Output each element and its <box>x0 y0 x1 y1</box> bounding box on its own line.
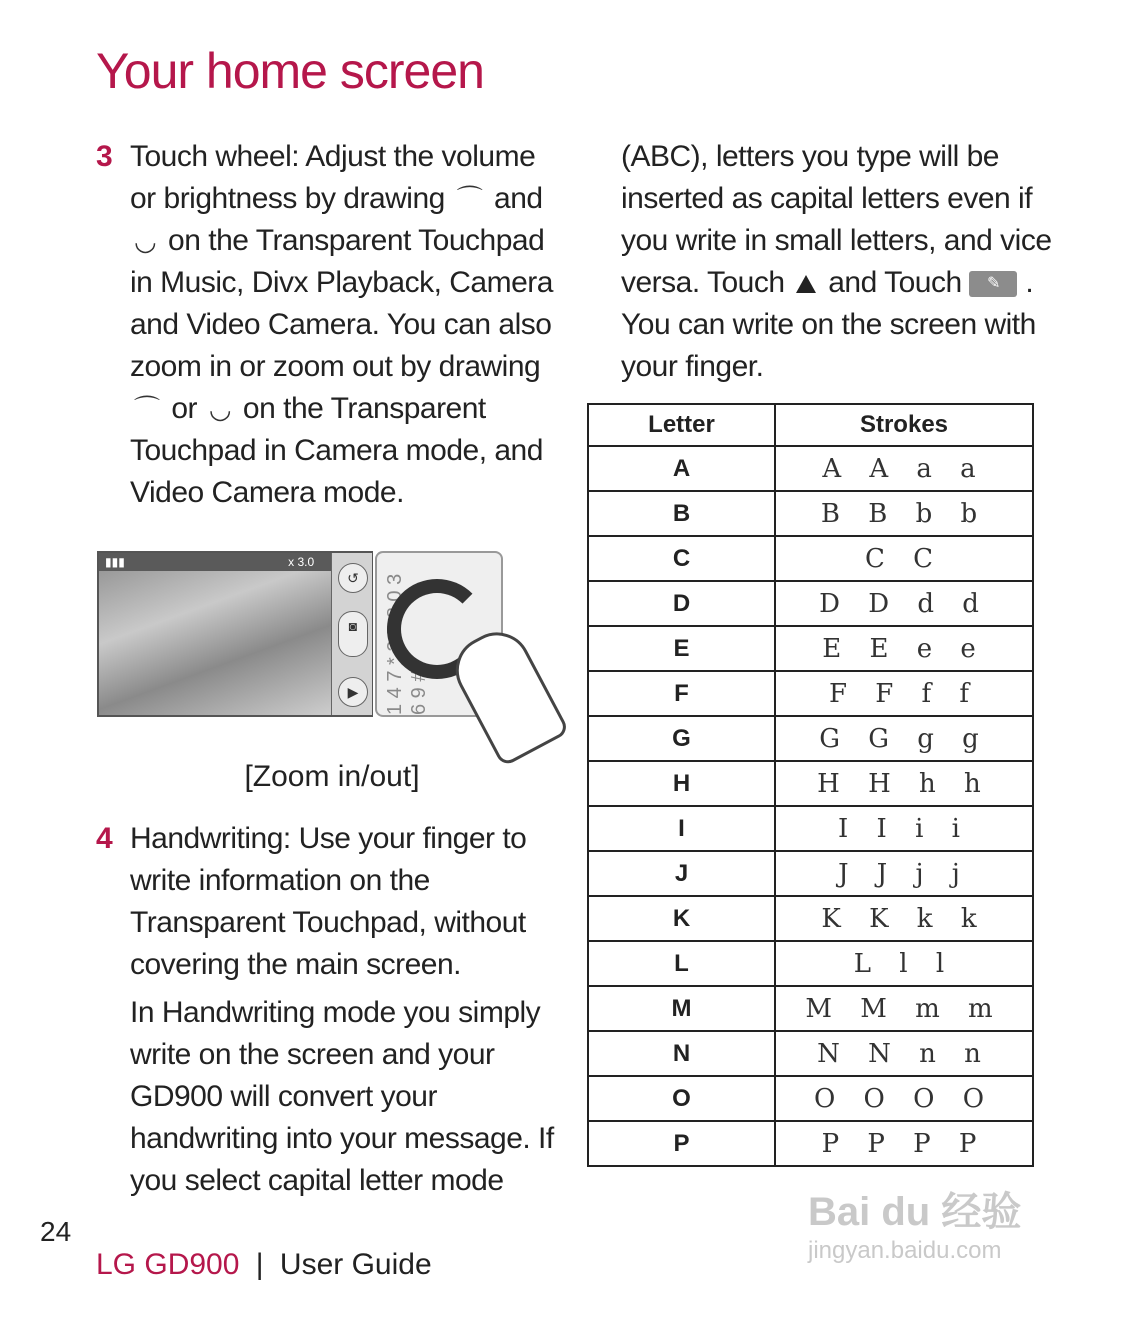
footer-guide: User Guide <box>279 1248 432 1281</box>
battery-icon: ▮▮▮ <box>105 555 125 569</box>
item-4 <box>96 818 566 1202</box>
table-row <box>588 716 1033 761</box>
watermark-url: jingyan.baidu.com <box>808 1237 1002 1264</box>
item3-text-3: on the Transparent Touchpad in Music, Divx Playback, Camera and Video Camera. You can also zoom in or zoom out by drawing <box>130 224 553 383</box>
item-number: 4 <box>96 822 113 855</box>
strokes-cell: P P P P <box>775 1121 1033 1166</box>
right-text-1: (ABC), letters you type will be inserted as capital letters even if you write in small letters, and vice versa. Touch <box>621 140 1052 299</box>
table-header-row <box>588 404 1033 446</box>
letter-cell: K <box>588 896 775 941</box>
table-row <box>588 806 1033 851</box>
letter-cell: O <box>588 1076 775 1121</box>
strokes-cell: D D d d <box>775 581 1033 626</box>
strokes-cell: E E e e <box>775 626 1033 671</box>
clockwise-arc-icon: ◡ <box>208 394 232 424</box>
page-title: Your home screen <box>96 43 484 99</box>
up-triangle-icon <box>796 275 816 293</box>
strokes-cell: L l l <box>775 941 1033 986</box>
letter-cell: M <box>588 986 775 1031</box>
right-text-3: . You can write on the screen with your finger. <box>621 266 1036 383</box>
table-row <box>588 1031 1033 1076</box>
column-header-letter: Letter <box>588 404 775 446</box>
letter-cell: E <box>588 626 775 671</box>
figure-caption: [Zoom in/out] <box>244 760 420 793</box>
play-icon: ▶ <box>338 677 368 707</box>
strokes-cell: A A a a <box>775 446 1033 491</box>
counterclockwise-arc-icon: ⌒ <box>134 394 160 424</box>
baidu-watermark <box>808 1180 1068 1280</box>
right-text-2: and Touch <box>828 266 962 299</box>
item-number: 3 <box>96 140 113 173</box>
clockwise-arc-icon: ◡ <box>134 226 157 256</box>
right-column-text <box>621 136 1061 388</box>
keypad-icon: 1 4 7 * 2 5 8 0 3 6 9 # <box>384 573 430 715</box>
strokes-cell: N N n n <box>775 1031 1033 1076</box>
strokes-cell: H H h h <box>775 761 1033 806</box>
table-row <box>588 491 1033 536</box>
strokes-cell: G G g g <box>775 716 1033 761</box>
item3-text-5: on the Transparent Touchpad in Camera mode, and Video Camera mode. <box>130 392 543 509</box>
zoom-level: x 3.0 <box>288 555 315 569</box>
camera-screen <box>97 551 373 717</box>
counterclockwise-arc-icon: ⌒ <box>456 184 483 214</box>
table-row <box>588 851 1033 896</box>
column-header-strokes: Strokes <box>775 404 1033 446</box>
page-number: 24 <box>40 1216 72 1247</box>
letter-cell: H <box>588 761 775 806</box>
strokes-cell: O O O O <box>775 1076 1033 1121</box>
table-row <box>588 626 1033 671</box>
item3-text-4: or <box>171 392 198 425</box>
footer <box>96 1248 432 1282</box>
table-row <box>588 671 1033 716</box>
table-row <box>588 1076 1033 1121</box>
footer-brand: LG GD900 <box>96 1248 240 1281</box>
strokes-cell: M M m m <box>775 986 1033 1031</box>
table-row <box>588 581 1033 626</box>
item-3 <box>96 136 556 514</box>
strokes-cell: B B b b <box>775 491 1033 536</box>
item4-paragraph-1: Handwriting: Use your finger to write information on the Transparent Touchpad, without covering the main screen. <box>130 822 527 981</box>
letter-cell: D <box>588 581 775 626</box>
letter-cell: N <box>588 1031 775 1076</box>
strokes-cell: F F f f <box>775 671 1033 716</box>
strokes-cell: J J j j <box>775 851 1033 896</box>
letter-cell: B <box>588 491 775 536</box>
item3-text-2: and <box>494 182 543 215</box>
back-icon: ↺ <box>338 563 368 593</box>
letter-cell: F <box>588 671 775 716</box>
table-row <box>588 986 1033 1031</box>
strokes-cell: C C <box>775 536 1033 581</box>
item3-text-1: Touch wheel: Adjust the volume or brightness by drawing <box>130 140 536 215</box>
item4-paragraph-2: In Handwriting mode you simply write on the screen and your GD900 will convert your handwriting into your message. If you select capital letter mode <box>130 996 554 1197</box>
table-row <box>588 761 1033 806</box>
handwriting-pen-icon: ✎ <box>969 271 1017 297</box>
table-row <box>588 446 1033 491</box>
camera-icon: ◙ <box>338 611 368 657</box>
strokes-cell: I I i i <box>775 806 1033 851</box>
footer-separator: | <box>255 1248 264 1281</box>
zoom-illustration <box>97 551 557 746</box>
table-row <box>588 1121 1033 1166</box>
letter-cell: I <box>588 806 775 851</box>
letter-cell: G <box>588 716 775 761</box>
strokes-cell: K K k k <box>775 896 1033 941</box>
watermark-main: Bai du 经验 <box>808 1190 1022 1234</box>
handwriting-strokes-table <box>587 403 1034 1167</box>
letter-cell: L <box>588 941 775 986</box>
table-row <box>588 536 1033 581</box>
letter-cell: P <box>588 1121 775 1166</box>
camera-side-bar <box>331 553 372 715</box>
letter-cell: C <box>588 536 775 581</box>
letter-cell: A <box>588 446 775 491</box>
table-row <box>588 941 1033 986</box>
table-row <box>588 896 1033 941</box>
letter-cell: J <box>588 851 775 896</box>
